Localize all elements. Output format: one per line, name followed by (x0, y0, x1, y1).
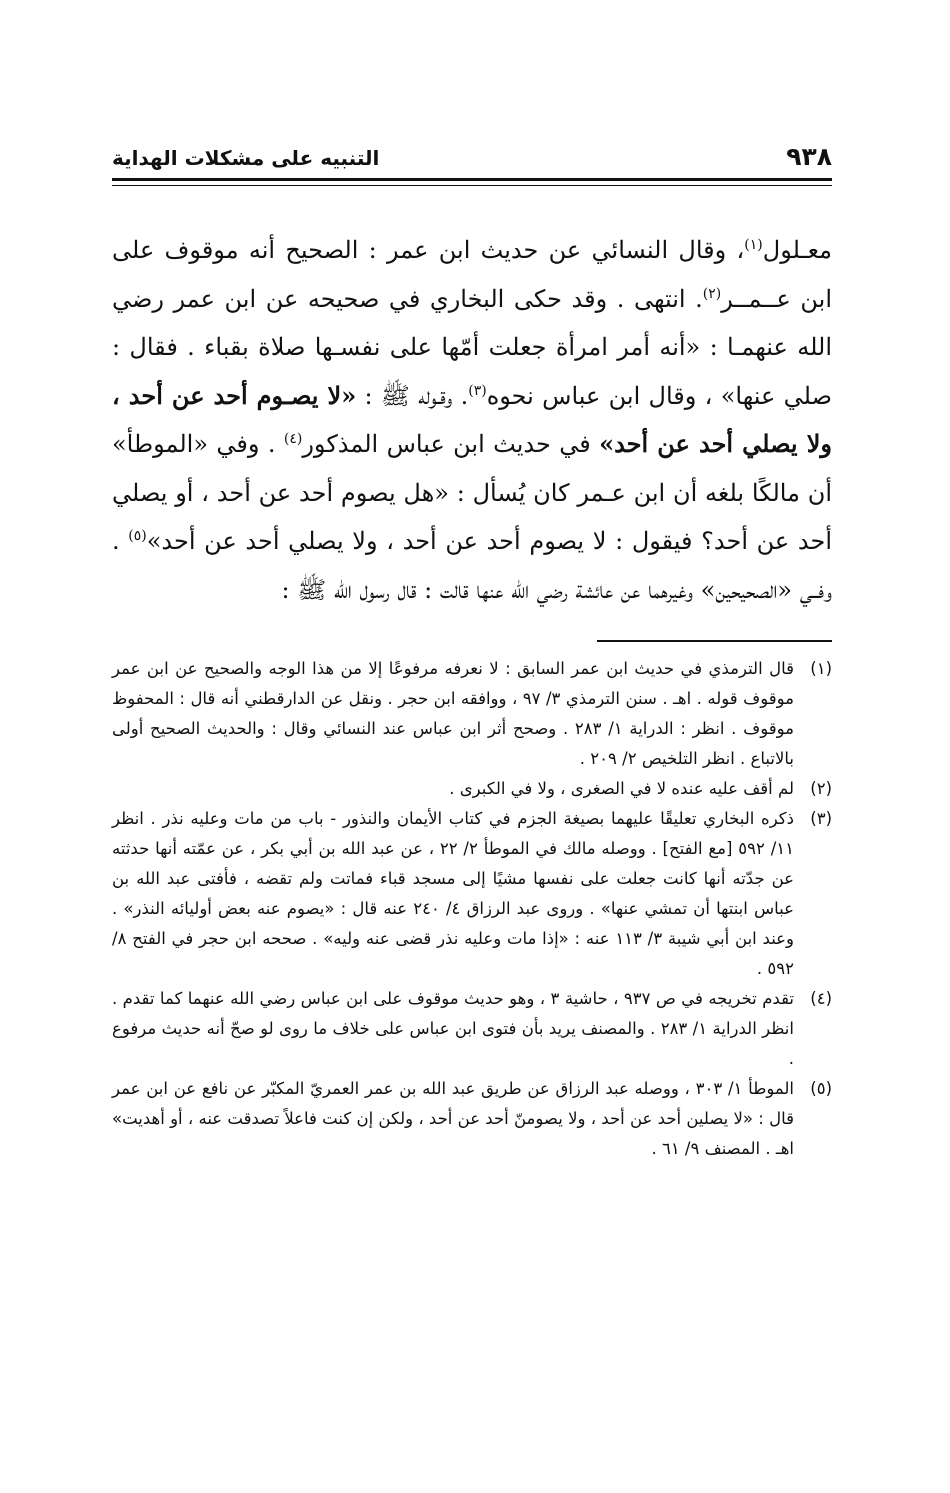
footnote-reference: (٥) (128, 528, 147, 544)
footnote-3 (112, 804, 832, 984)
footnote-number: (٣) (810, 809, 832, 828)
footnote-text: قال الترمذي في حديث ابن عمر السابق : لا نعرفه مرفوعًا إلا من هذا الوجه والصحيح عن ابن عمر موقوف قوله . اهـ . سنن الترمذي ٣/ ٩٧ ، ووافقه ابن حجر . ونقل عن الدارقطني أنه قال : المحفوظ موقوف . انظر : الدراية ١/ ٢٨٣ . وصحح أثر ابن عباس عند النسائي وقال : والحديث الصحيح أولى بالاتباع . انظر التلخيص ٢/ ٢٠٩ . (112, 659, 794, 768)
footnote-number: (٥) (810, 1079, 832, 1098)
footnote-4 (112, 984, 832, 1074)
header-rule-thin (112, 185, 832, 186)
footnote-2 (112, 774, 832, 804)
footnote-reference: (٣) (468, 382, 487, 399)
footnote-1 (112, 654, 832, 774)
main-text-segment: . وفــي «الصحيحين» وغيرهما عن عائشة رضي الله عنها قالت : قال رسول الله ﷺ : (112, 527, 832, 604)
footnote-separator (597, 640, 832, 642)
main-text-segment: . وقـوله ﷺ : (356, 381, 469, 410)
hadith-quote: «لا يصـوم أحد عن أحد ، ولا يصلي أحد عن أحد» (112, 380, 832, 458)
footnote-number: (٢) (810, 779, 832, 798)
main-text-segment: . انتهى . وقد حكى البخاري في صحيحه عن ابن عمر رضي الله عنهمـا : «أنه أمر امرأة جعلت أمّها على نفسـها صلاة بقباء . فقال : صلي عنها» ، وقال ابن عباس نحوه (112, 284, 832, 410)
main-text-segment: . وفي «الموطأ» أن مالكًا بلغه أن ابن عـمر كان يُسأل : «هل يصوم أحد عن أحد ، أو يصلي أحد عن أحد؟ فيقول : لا يصوم أحد عن أحد ، ولا يصلي أحد عن أحد» (112, 430, 832, 555)
footnote-number: (٤) (810, 989, 832, 1008)
main-paragraph (112, 226, 832, 614)
footnote-text: تقدم تخريجه في ص ٩٣٧ ، حاشية ٣ ، وهو حديث موقوف على ابن عباس رضي الله عنهما كما تقدم . انظر الدراية ١/ ٢٨٣ . والمصنف يريد بأن فتوى ابن عباس على خلاف ما روى لو صحّ أنه حديث مرفوع . (112, 989, 795, 1068)
main-text-segment: ، وقال النسائي عن حديث ابن عمر : الصحيح أنه موقوف على ابن عــمــر (112, 236, 832, 313)
footnote-5 (112, 1074, 832, 1164)
footnote-number: (١) (810, 659, 832, 678)
main-text-segment: معـلول (762, 236, 832, 264)
footnote-text: الموطأ ١/ ٣٠٣ ، ووصله عبد الرزاق عن طريق عبد الله بن عمر العمريّ المكبّر عن نافع عن ابن عمر قال : «لا يصلين أحد عن أحد ، ولا يصومنّ أحد عن أحد ، ولكن إن كنت فاعلاً تصدقت عنه ، أو أهديت» اهـ . المصنف ٩/ ٦١ . (112, 1079, 795, 1158)
page-header (112, 140, 832, 180)
page-number: ٩٣٨ (786, 142, 832, 171)
footnotes (112, 654, 832, 1164)
footnote-text: ذكره البخاري تعليقًا عليهما بصيغة الجزم في كتاب الأيمان والنذور - باب من مات وعليه نذر . انظر ١١/ ٥٩٢ [مع الفتح] . ووصله مالك في الموطأ ٢/ ٢٢ ، عن عبد الله بن أبي بكر ، عن عمّته أنها حدثته عن جدّته أنها كانت جعلت على نفسها مشيًا إلى مسجد قباء فماتت ولم تقضه ، فأفتى عبد الله بن عباس ابنتها أن تمشي عنها» . وروى عبد الرزاق ٤/ ٢٤٠ عنه قال : «يصوم عنه بعض أوليائه النذر» . وعند ابن أبي شيبة ٣/ ١١٣ عنه : «إذا مات وعليه نذر قضى عنه وليه» . صححه ابن حجر في الفتح ٨/ ٥٩٢ . (112, 809, 794, 978)
running-title: التنبيه على مشكلات الهداية (112, 146, 380, 170)
footnote-text: لم أقف عليه عنده لا في الصغرى ، ولا في الكبرى . (449, 779, 794, 798)
main-text-segment: في حديث ابن عباس المذكور (302, 430, 600, 458)
footnote-reference: (٢) (702, 285, 722, 302)
header-rule-thick (112, 178, 832, 181)
footnote-reference: (٤) (283, 431, 303, 447)
footnote-reference: (١) (744, 237, 763, 253)
